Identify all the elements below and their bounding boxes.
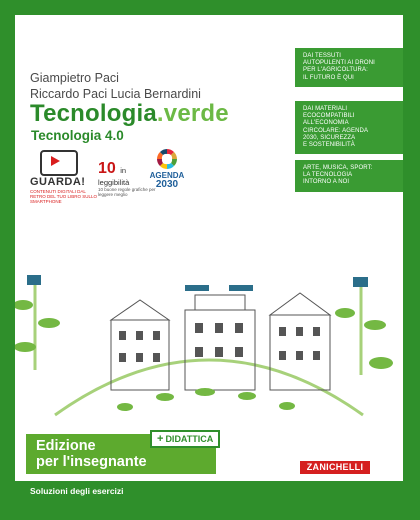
edition-title bbox=[36, 438, 147, 470]
sidebar-line: DAI MATERIALI bbox=[303, 106, 348, 112]
sidebar-line: INTORNO A NOI bbox=[303, 179, 350, 186]
leggibilita-number: 10 bbox=[98, 160, 116, 177]
guarda-caption: CONTENUTI DIGITALI DAL RETRO DEL TUO LIBRO SULLO SMARTPHONE bbox=[30, 189, 98, 204]
plus-icon: + bbox=[157, 433, 164, 445]
play-icon bbox=[51, 156, 60, 166]
author-name: Riccardo Paci bbox=[30, 87, 108, 101]
sidebar-line: 2030, SICUREZZA bbox=[303, 134, 356, 141]
authors bbox=[30, 70, 201, 102]
sidebar-line: ECOCOMPATIBILI bbox=[303, 113, 355, 120]
title-dot: . bbox=[156, 100, 164, 127]
didattica-label: DIDATTICA bbox=[165, 434, 214, 444]
sidebar-line: ALL'ECONOMIA bbox=[303, 120, 349, 127]
audio-icon bbox=[303, 226, 312, 234]
leggibilita-caption: 10 buone regole grafiche per leggere meglio bbox=[98, 187, 156, 197]
sidebar-line: PER L'AGRICOLTURA: bbox=[303, 67, 368, 74]
sidebar-line: IL FUTURO È QUI bbox=[303, 74, 354, 81]
sidebar-line: DAI TESSUTI bbox=[303, 53, 341, 59]
edition-line: per l'insegnante bbox=[36, 454, 147, 470]
book-subtitle: Tecnologia 4.0 bbox=[31, 128, 124, 143]
agenda-year: 2030 bbox=[155, 179, 179, 190]
agenda-2030-logo bbox=[148, 148, 186, 190]
leggibilita-word: leggibilità bbox=[98, 178, 130, 187]
agenda-label: AGENDA bbox=[149, 171, 185, 180]
sidebar-box bbox=[295, 48, 403, 87]
media-label: AUDIOSINTESI bbox=[316, 227, 359, 234]
sidebar-line: CIRCOLARE: AGENDA bbox=[303, 127, 369, 134]
sdg-wheel-icon bbox=[156, 148, 178, 170]
title-part-2: verde bbox=[163, 100, 229, 127]
leggibilita-unit: in bbox=[120, 166, 127, 175]
sidebar-line: E SOSTENIBILITÀ bbox=[303, 142, 355, 149]
author-name: Lucia Bernardini bbox=[110, 87, 201, 101]
sidebar-line: LA TECNOLOGIA bbox=[303, 172, 353, 179]
title-part-1: Tecnologia bbox=[30, 100, 157, 127]
sidebar-line: AUTOPULENTI AI DRONI bbox=[303, 60, 375, 67]
city-illustration bbox=[15, 265, 403, 430]
edition-line: Edizione bbox=[36, 438, 96, 454]
media-label: IN 6 LINGUE bbox=[316, 234, 352, 240]
book-title bbox=[30, 100, 229, 128]
media-video bbox=[303, 214, 335, 222]
didattica-badge bbox=[150, 430, 220, 448]
sidebar-box bbox=[295, 101, 403, 154]
solutions-label: Soluzioni degli esercizi bbox=[30, 486, 124, 496]
sidebar-line: ARTE, MUSICA, SPORT: bbox=[303, 165, 373, 171]
video-icon bbox=[303, 214, 312, 222]
publisher-logo: ZANICHELLI bbox=[300, 461, 370, 474]
media-label: VIDEO bbox=[316, 215, 335, 222]
sidebar-box bbox=[295, 160, 403, 192]
guarda-label: GUARDA! bbox=[30, 176, 86, 188]
media-audio bbox=[303, 226, 358, 240]
author-name: Giampietro Paci bbox=[30, 71, 119, 85]
